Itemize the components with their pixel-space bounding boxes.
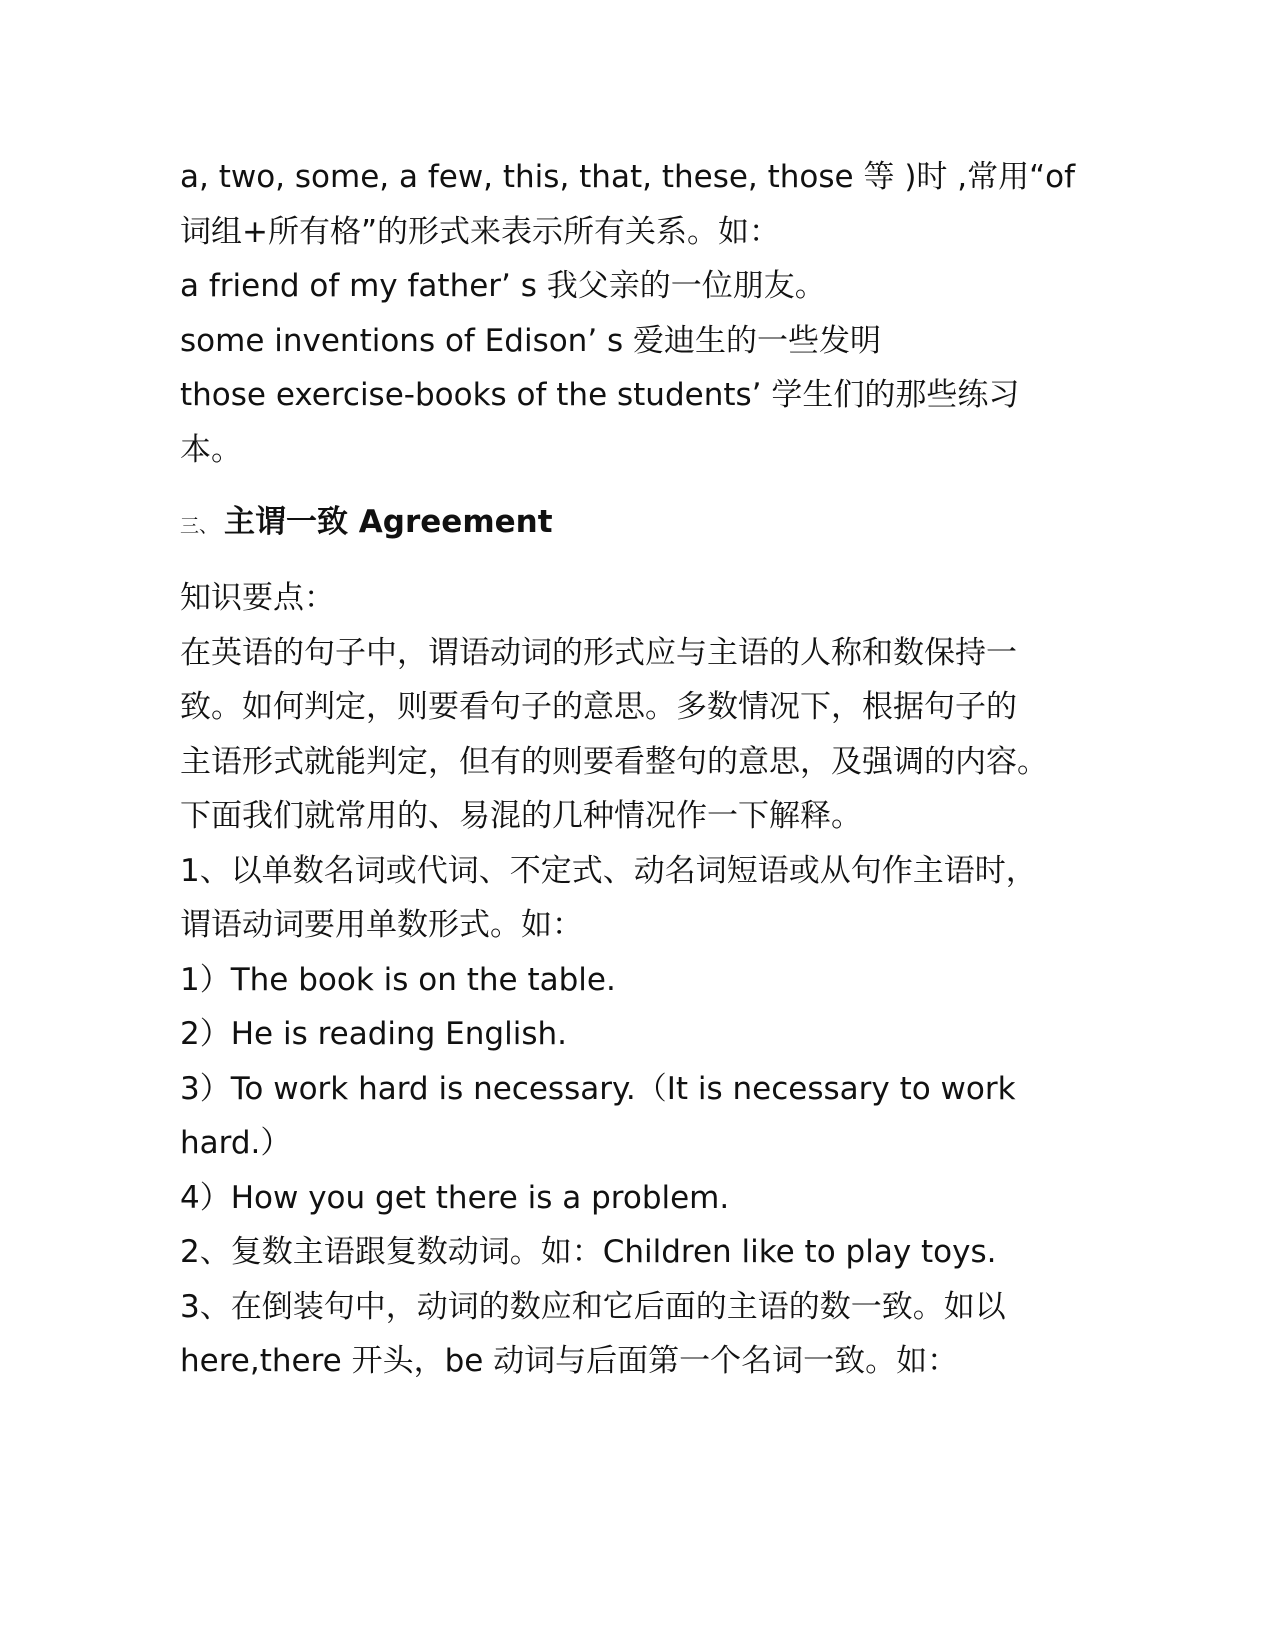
text-line: 致。如何判定，则要看句子的意思。多数情况下，根据句子的 — [180, 689, 1017, 725]
text-line: 主语形式就能判定，但有的则要看整句的意思，及强调的内容。 — [180, 743, 1048, 780]
subheading-line: 知识要点： — [180, 580, 335, 616]
text-line: a, two, some, a few, this, that, these, those 等 )时 ,常用“of — [180, 159, 1076, 195]
text-line: 在英语的句子中，谓语动词的形式应与主语的人称和数保持一 — [180, 634, 1017, 671]
section-number: 三、 — [180, 515, 219, 537]
section-title: 主谓一致 Agreement — [224, 504, 553, 540]
example-line: 3）To work hard is necessary.（It is necessary to work — [180, 1070, 1016, 1107]
rule-line: 1、以单数名词或代词、不定式、动名词短语或从句作主语时， — [180, 852, 1037, 889]
example-line: 1）The book is on the table. — [180, 961, 616, 998]
text-line: 词组+所有格”的形式来表示所有关系。如： — [180, 213, 781, 250]
example-line: hard.） — [180, 1125, 292, 1161]
rule-line: 2、复数主语跟复数动词。如：Children like to play toys. — [180, 1234, 997, 1270]
example-line: those exercise-books of the students’ 学生们的那些练习 — [180, 377, 1020, 413]
example-line: 2）He is reading English. — [180, 1016, 567, 1052]
section-body — [180, 571, 1060, 1389]
rule-line: 3、在倒装句中，动词的数应和它后面的主语的数一致。如以 — [180, 1288, 1006, 1325]
text-line: 下面我们就常用的、易混的几种情况作一下解释。 — [180, 798, 862, 834]
continued-paragraph — [180, 150, 1076, 477]
example-line: a friend of my father’ s 我父亲的一位朋友。 — [180, 268, 826, 304]
text-line: 本。 — [180, 431, 242, 468]
example-line: some inventions of Edison’ s 爱迪生的一些发明 — [180, 322, 882, 359]
rule-line: 谓语动词要用单数形式。如： — [180, 907, 583, 943]
rule-line: here,there 开头，be 动词与后面第一个名词一致。如： — [180, 1343, 959, 1379]
example-line: 4）How you get there is a problem. — [180, 1179, 730, 1216]
section-heading — [180, 495, 553, 554]
